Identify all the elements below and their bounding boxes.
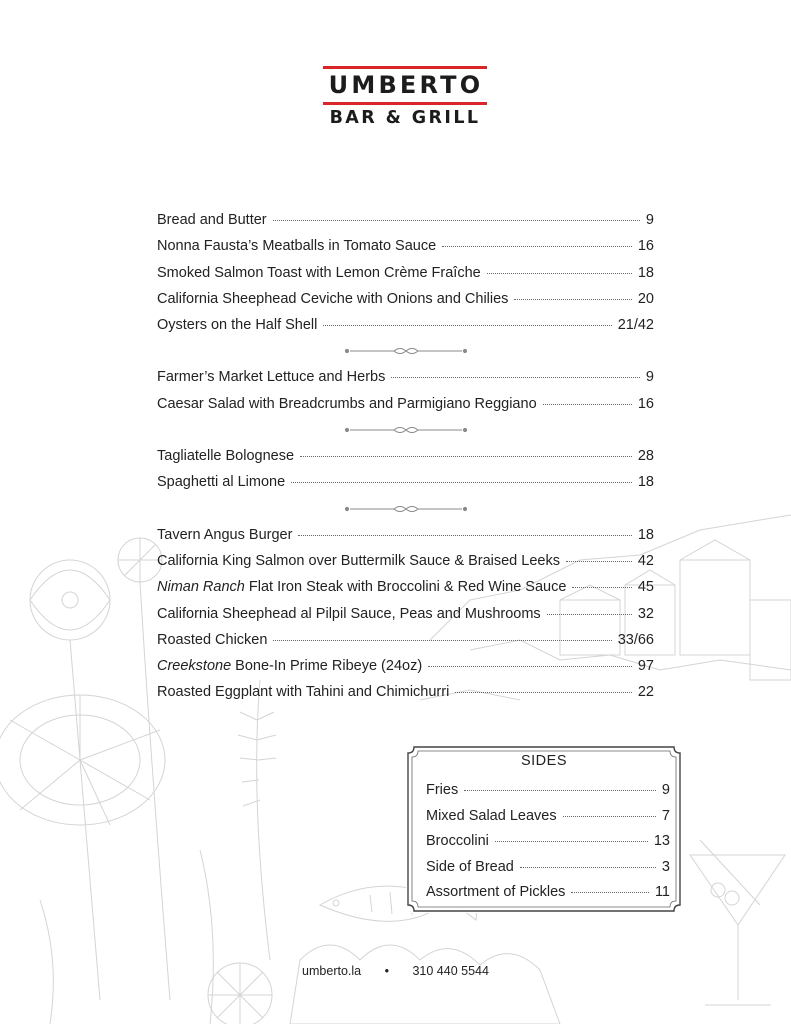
menu-item-price: 18: [637, 526, 654, 543]
menu-item-name: California Sheephead al Pilpil Sauce, Peas and Mushrooms: [157, 605, 541, 622]
dot-leader: [571, 892, 649, 893]
menu-item: [157, 286, 654, 312]
dot-leader: [428, 666, 632, 667]
side-item-name: Broccolini: [426, 833, 489, 849]
dot-leader: [298, 535, 631, 536]
side-item: [426, 778, 670, 804]
brand-logo: [323, 66, 487, 130]
dot-leader: [487, 273, 632, 274]
menu-item: [157, 443, 654, 469]
side-item-price: 9: [661, 782, 670, 798]
side-item-name: Assortment of Pickles: [426, 884, 566, 900]
menu-item-name-rest: Flat Iron Steak with Broccolini & Red Wine Sauce: [244, 579, 567, 596]
menu-item-price: 32: [637, 605, 654, 622]
menu-item-name: California King Salmon over Buttermilk Sauce & Braised Leeks: [157, 552, 560, 569]
dot-leader: [520, 867, 656, 868]
footer-contact: [0, 964, 791, 978]
menu-item-price: 16: [637, 238, 654, 255]
logo-middle-rule: [323, 102, 487, 105]
dot-leader: [566, 561, 632, 562]
dot-leader: [547, 614, 632, 615]
menu-item: [157, 522, 654, 548]
side-item-price: 13: [653, 833, 670, 849]
menu-item-price: 20: [637, 290, 654, 307]
menu-item: [157, 364, 654, 390]
menu-item-name: Tagliatelle Bolognese: [157, 448, 295, 465]
ornament-divider-icon: [344, 346, 468, 356]
menu-item: [157, 679, 654, 705]
menu-item-price: 42: [637, 552, 654, 569]
menu-item-name: Roasted Chicken: [157, 631, 268, 648]
menu-item-name: Nonna Fausta’s Meatballs in Tomato Sauce: [157, 238, 437, 255]
menu-item-name-rest: Bone-In Prime Ribeye (24oz): [231, 658, 423, 675]
menu-item: [157, 627, 654, 653]
sides-title: SIDES: [520, 753, 567, 769]
menu-item: [157, 391, 654, 417]
menu-item-name: [157, 574, 566, 600]
menu-item: [157, 548, 654, 574]
menu-item: [157, 207, 654, 233]
footer-separator: •: [384, 964, 389, 978]
menu-item: [157, 260, 654, 286]
website-link[interactable]: umberto.la: [302, 964, 362, 978]
dot-leader: [514, 299, 631, 300]
menu-item-price: 9: [645, 212, 654, 228]
menu-item-price: 33/66: [617, 631, 654, 648]
menu-item-name: Caesar Salad with Breadcrumbs and Parmigiano Reggiano: [157, 395, 537, 412]
side-item: [426, 829, 670, 855]
dot-leader: [291, 482, 632, 483]
menu-item-name: Oysters on the Half Shell: [157, 317, 318, 334]
logo-top-rule: [323, 66, 487, 69]
side-item-name: Fries: [426, 782, 459, 798]
menu-list: [157, 207, 654, 706]
side-item: [426, 804, 670, 830]
menu-item-brand: Creekstone: [157, 658, 232, 675]
side-item-price: 3: [661, 858, 670, 875]
dot-leader: [273, 640, 611, 641]
menu-item-price: 21/42: [617, 317, 654, 334]
menu-item-name: Tavern Angus Burger: [157, 526, 293, 543]
menu-item: [157, 574, 654, 600]
side-item-price: 11: [654, 884, 670, 900]
dot-leader: [391, 377, 640, 378]
side-item-price: 7: [661, 807, 670, 824]
ornament-divider-icon: [344, 425, 468, 435]
menu-item-name: [157, 653, 422, 679]
menu-item: [157, 312, 654, 338]
dot-leader: [442, 246, 632, 247]
dot-leader: [455, 692, 632, 693]
sides-list: [426, 778, 670, 906]
menu-item-price: 9: [645, 369, 654, 386]
side-item: [426, 880, 670, 906]
menu-item-price: 45: [637, 579, 654, 596]
dot-leader: [464, 790, 656, 791]
menu-item-price: 28: [637, 448, 654, 465]
side-item-name: Mixed Salad Leaves: [426, 807, 557, 824]
menu-item-price: 16: [637, 395, 654, 412]
menu-item-name: Smoked Salmon Toast with Lemon Crème Fraîche: [157, 264, 481, 281]
menu-item-name: California Sheephead Ceviche with Onions and Chilies: [157, 290, 509, 307]
menu-item-price: 97: [637, 658, 654, 675]
menu-item-name: Spaghetti al Limone: [157, 474, 286, 491]
dot-leader: [273, 220, 640, 221]
menu-item-price: 18: [637, 264, 654, 281]
dot-leader: [572, 587, 631, 588]
ornament-divider-icon: [344, 504, 468, 514]
section-divider: [157, 496, 654, 522]
menu-item-price: 18: [637, 474, 654, 491]
menu-item-price: 22: [637, 684, 654, 701]
section-divider: [157, 417, 654, 443]
menu-item-name: Bread and Butter: [157, 212, 267, 228]
phone-number[interactable]: 310 440 5544: [412, 964, 489, 978]
side-item-name: Side of Bread: [426, 858, 514, 875]
menu-item-name: Farmer’s Market Lettuce and Herbs: [157, 369, 386, 386]
menu-item: [157, 653, 654, 679]
dot-leader: [495, 841, 648, 842]
menu-item-name: Roasted Eggplant with Tahini and Chimichurri: [157, 684, 450, 701]
brand-name: UMBERTO: [328, 71, 484, 99]
dot-leader: [323, 325, 611, 326]
menu-item-brand: Niman Ranch: [157, 579, 245, 596]
brand-tagline: BAR & GRILL: [329, 108, 481, 128]
menu-item: [157, 233, 654, 259]
sides-box: [406, 745, 682, 913]
dot-leader: [563, 816, 656, 817]
dot-leader: [543, 404, 632, 405]
menu-item: [157, 601, 654, 627]
side-item: [426, 855, 670, 881]
menu-item: [157, 469, 654, 495]
section-divider: [157, 338, 654, 364]
dot-leader: [300, 456, 632, 457]
